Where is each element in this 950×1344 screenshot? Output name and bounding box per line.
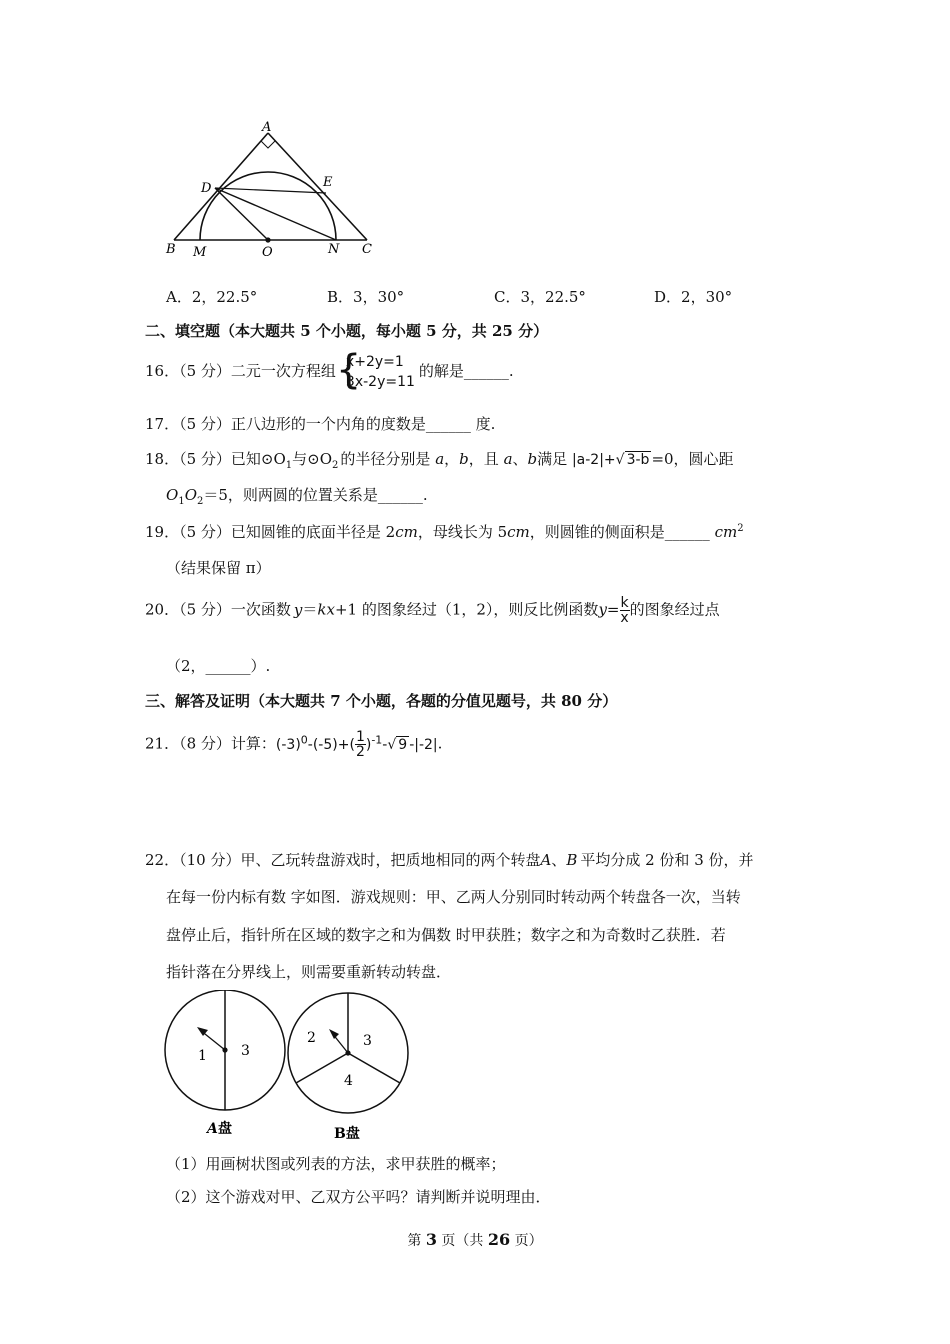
dial-b-divider-left bbox=[296, 1053, 348, 1083]
q22-line2: 在每一份内标有数 字如图．游戏规则：甲、乙两人分别同时转动两个转盘各一次，当转 bbox=[166, 888, 741, 906]
dial-b-arrowhead bbox=[329, 1029, 339, 1039]
dial-b-number-3: 3 bbox=[363, 1033, 372, 1049]
section3-heading: 三、解答及证明（本大题共 7 个小题，各题的分值见题号，共 80 分） bbox=[145, 692, 618, 710]
q16-text: （5 分）二元一次方程组 bbox=[179, 362, 336, 380]
dial-a-right-number: 3 bbox=[241, 1043, 250, 1059]
q22-line1: 22．（10 分）甲、乙玩转盘游戏时，把质地相同的两个转盘A、B 平均分成 2 份和 3 份，并 bbox=[145, 851, 754, 869]
dial-a-left-number: 1 bbox=[198, 1048, 207, 1064]
q16-num: 16． bbox=[145, 362, 180, 380]
section2-heading: 二、填空题（本大题共 5 个小题，每小题 5 分，共 25 分） bbox=[145, 322, 549, 340]
dial-b-number-4: 4 bbox=[344, 1073, 353, 1089]
q17: 17．（5 分）正八边形的一个内角的度数是______ 度. bbox=[145, 415, 496, 433]
side-ab bbox=[174, 133, 268, 240]
page-footer: 第 3 页（共 26 页） bbox=[407, 1230, 543, 1249]
spinner-figure bbox=[158, 990, 418, 1140]
dial-b-caption: B盘 bbox=[334, 1126, 360, 1140]
semicircle bbox=[200, 172, 336, 240]
dial-b-number-2: 2 bbox=[307, 1030, 316, 1046]
dial-a-caption: 盘 bbox=[218, 1121, 232, 1137]
label-a: A bbox=[262, 120, 272, 135]
segment-de bbox=[215, 188, 326, 193]
q22-line4: 指针落在分界线上，则需要重新转动转盘． bbox=[166, 963, 452, 981]
segment-do bbox=[215, 188, 268, 240]
right-angle-mark bbox=[261, 141, 275, 148]
point-o bbox=[265, 237, 270, 242]
total-pages: 26 bbox=[487, 1230, 511, 1249]
label-e: E bbox=[323, 175, 333, 190]
q18-line1: 18．（5 分）已知$⊙O_1$与$⊙O_2$ 的半径分别是 a，b，且 a、b满足 |a-2|+√ 3-b =0，圆心距 bbox=[145, 450, 734, 471]
label-b: B bbox=[166, 242, 176, 257]
eq1: x+2y=1 bbox=[345, 354, 404, 370]
label-d: D bbox=[201, 181, 212, 196]
q19-line1: 19．（5 分）已知圆锥的底面半径是 2cm，母线长为 5cm，则圆锥的侧面积是______ $cm^2$ bbox=[145, 523, 744, 541]
abs-expression: |a-2| bbox=[571, 452, 604, 468]
label-o: O bbox=[262, 245, 273, 260]
q21-expression: $(-3)^0-(-5)+$( $\frac{1}{2}$ )$^{-1}$-√ 9 -|-2| bbox=[275, 729, 438, 760]
q22-sub2: （2）这个游戏对甲、乙双方公平吗？请判断并说明理由． bbox=[166, 1188, 551, 1206]
current-page: 3 bbox=[425, 1230, 437, 1249]
fraction-k-over-x: $\frac{k}{x}$ bbox=[620, 595, 629, 626]
side-ac bbox=[268, 133, 367, 240]
fraction-one-half: $\frac{1}{2}$ bbox=[355, 729, 365, 760]
q15-option-a: A．2，22.5° bbox=[166, 288, 258, 306]
segment-dn bbox=[215, 188, 336, 240]
q15-option-c: C．3，22.5° bbox=[494, 288, 586, 306]
q22-line3: 盘停止后，指针所在区域的数字之和为偶数 时甲获胜；数字之和为奇数时乙获胜．若 bbox=[166, 926, 726, 944]
q22-sub1: （1）用画树状图或列表的方法，求甲获胜的概率； bbox=[166, 1155, 506, 1173]
q16-tail: 的解是______. bbox=[418, 362, 514, 380]
dial-b-divider-right bbox=[348, 1053, 400, 1083]
q20-line1: 20．（5 分）一次函数 y＝kx+1 的图象经过（1，2），则反比例函数y= $\frac{k}{x}$ 的图象经过点 bbox=[145, 595, 720, 626]
q21: 21．（8 分）计算：$(-3)^0-(-5)+$( $\frac{1}{2}$ )$^{-1}$-√ 9 -|-2|. bbox=[145, 729, 443, 760]
q15-option-d: D．2，30° bbox=[654, 288, 733, 306]
sqrt-expression: 3-b bbox=[626, 452, 650, 468]
q15-option-b: B．3，30° bbox=[327, 288, 405, 306]
q19-line2: （结果保留 π） bbox=[166, 559, 271, 577]
q20-line2: （2，______）. bbox=[166, 657, 271, 675]
dial-a-caption-letter: A bbox=[207, 1121, 218, 1137]
q18-line2: $O_1O_2=5$，则两圆的位置关系是______. bbox=[166, 486, 428, 507]
label-n: N bbox=[328, 242, 340, 257]
label-m: M bbox=[193, 245, 207, 260]
geometry-figure bbox=[160, 118, 390, 263]
label-c: C bbox=[362, 242, 372, 257]
eq2: 3x-2y=11 bbox=[345, 374, 415, 390]
q16 bbox=[145, 347, 514, 393]
equation-system: { x+2y=1 3x-2y=11 bbox=[335, 347, 415, 393]
